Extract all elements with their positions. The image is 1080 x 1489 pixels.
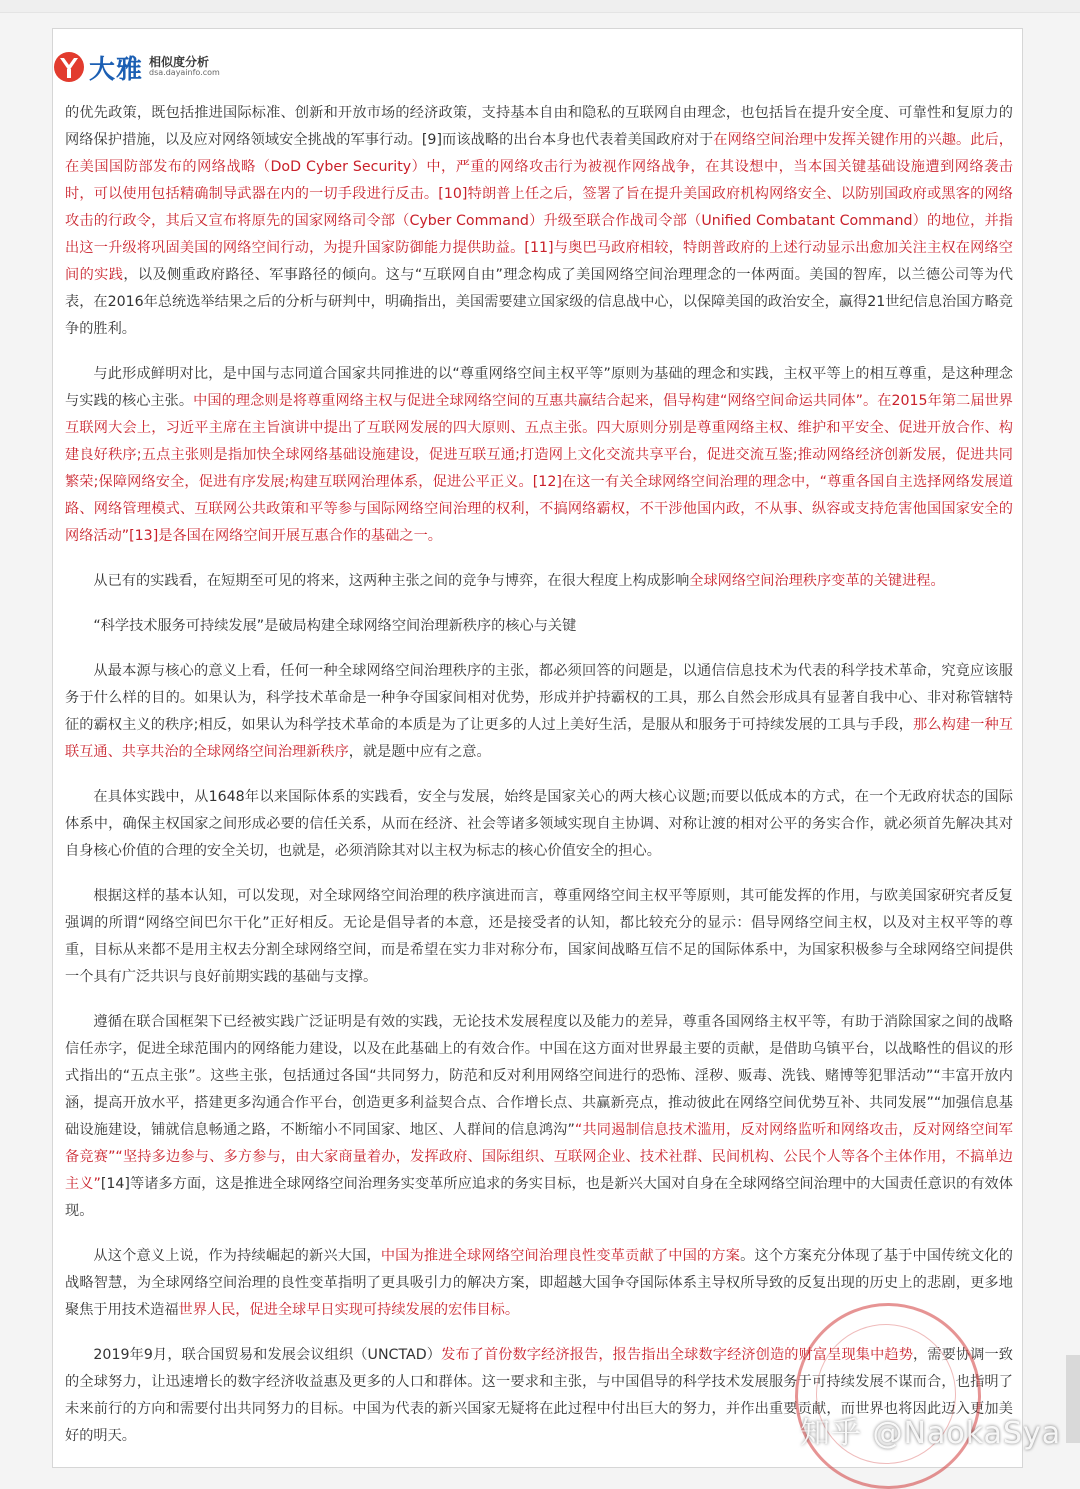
daya-logo-icon xyxy=(53,51,85,83)
body-text: 。这个方案充分体现了基于中国传统文化的战略智慧，为全球网络空间治理的良性变革指明了更具吸引力的解决方案，即超越大国争夺国际体系主导权所导致的反复出现的历史上的悲剧，更多地聚焦于用技术造福 xyxy=(65,1248,1013,1318)
highlighted-text: 发布了首份数字经济报告，报告指出全球数字经济创造的财富呈现集中趋势 xyxy=(441,1347,913,1363)
body-text: 在具体实践中，从1648年以来国际体系的实践看，安全与发展，始终是国家关心的两大核心议题;而要以低成本的方式，在一个无政府状态的国际体系中，确保主权国家之间形成必要的信任关系，从而在经济、社会等诸多领域实现自主协调、对称让渡的相对公平的务实合作，就必须首先解决其对自身核心价值的合理的安全关切，也就是，必须消除其对以主权为标志的核心价值安全的担心。 xyxy=(65,789,1013,859)
scrollbar[interactable] xyxy=(1066,1355,1080,1443)
article-body xyxy=(65,100,1013,1468)
logo xyxy=(53,52,220,85)
section-heading xyxy=(65,613,1013,640)
body-text: 根据这样的基本认知，可以发现，对全球网络空间治理的秩序演进而言，尊重网络空间主权平等原则，其可能发挥的作用，与欧美国家研究者反复强调的所谓“网络空间巴尔干化”正好相反。无论是倡导者的本意，还是接受者的认知，都比较充分的显示：倡导网络空间主权，以及对主权平等的尊重，目标从来都不是用主权去分割全球网络空间，而是希望在实力非对称分布，国家间战略互信不足的国际体系中，为国家积极参与全球网络空间提供一个具有广泛共识与良好前期实践的基础与支撑。 xyxy=(65,888,1013,985)
highlighted-text: 那么构建一种互联互通、共享共治的全球网络空间治理新秩序 xyxy=(65,717,1013,760)
body-text: ，就是题中应有之意。 xyxy=(348,744,491,760)
highlighted-text: 中国的理念则是将尊重网络主权与促进全球网络空间的互惠共赢结合起来，倡导构建“网络空间命运共同体”。在2015年第二届世界互联网大会上，习近平主席在主旨演讲中提出了互联网发展的四大原则、五点主张。四大原则分别是尊重网络主权、维护和平安全、促进开放合作、构建良好秩序;五点主张则是指加快全球网络基础设施建设，促进互联互通;打造网上文化交流共享平台，促进交流互鉴;推动网络经济创新发展，促进共同繁荣;保障网络安全，促进有序发展;构建互联网治理体系，促进公平正义。[12]在这一有关全球网络空间治理的理念中，“尊重各国自主选择网络发展道路、网络管理模式、互联网公共政策和平等参与国际网络空间治理的权利，不搞网络霸权，不干涉他国内政，不从事、纵容或支持危害他国国家安全的网络活动”[13]是各国在网络空间开展互惠合作的基础之一。 xyxy=(65,393,1013,544)
body-text: 遵循在联合国框架下已经被实践广泛证明是有效的实践，无论技术发展程度以及能力的差异，尊重各国网络主权平等，有助于消除国家之间的战略信任赤字，促进全球范围内的网络能力建设，以及在此基础上的有效合作。中国在这方面对世界最主要的贡献，是借助乌镇平台，以战略性的倡议的形式指出的“五点主张”。这些主张，包括通过各国“共同努力，防范和反对利用网络空间进行的恐怖、淫秽、贩毒、洗钱、赌博等犯罪活动”“丰富开放内涵，提高开放水平，搭建更多沟通合作平台，创造更多利益契合点、合作增长点、共赢新亮点，推动彼此在网络空间优势互补、共同发展”“加强信息基础设施建设，铺就信息畅通之路，不断缩小不同国家、地区、人群间的信息鸿沟” xyxy=(65,1014,1013,1138)
top-bar xyxy=(0,0,1080,13)
body-text: 从已有的实践看，在短期至可见的将来，这两种主张之间的竞争与博弈，在很大程度上构成影响 xyxy=(93,573,690,589)
logo-url: dsa.dayainfo.com xyxy=(149,68,220,78)
paragraph-5 xyxy=(65,658,1013,766)
highlighted-text: 在网络空间治理中发挥关键作用的兴趣。此后，在美国国防部发布的网络战略（DoD Cyber Security）中，严重的网络攻击行为被视作网络战争，在其设想中，当本国关键基础设施遭到网络袭击时，可以使用包括精确制导武器在内的一切手段进行反击。[10]特朗普上任之后，签署了旨在提升美国政府机构网络安全、以防别国政府或黑客的网络攻击的行政令，其后又宣布将原先的国家网络司令部（Cyber Command）升级至联合作战司令部（Unified Combatant Command）的地位，并指出这一升级将巩固美国的网络空间行动，为提升国家防御能力提供助益。[11]与奥巴马政府相较，特朗普政府的上述行动显示出愈加关注主权在网络空间的实践 xyxy=(65,132,1013,283)
paragraph-6 xyxy=(65,784,1013,865)
body-text: 2019年9月，联合国贸易和发展会议组织（UNCTAD） xyxy=(93,1347,442,1363)
highlighted-text: 全球网络空间治理秩序变革的关键进程。 xyxy=(689,573,945,589)
paragraph-7 xyxy=(65,883,1013,991)
body-text: ，需要协调一致的全球努力，让迅速增长的数字经济收益惠及更多的人口和群体。这一要求和主张，与中国倡导的科学技术发展服务于可持续发展不谋而合，也指明了未来前行的方向和需要付出共同努力的目标。中国为代表的新兴国家无疑将在此过程中付出巨大的努力，并作出重要贡献，而世界也将因此迈入更加美好的明天。 xyxy=(65,1347,1013,1444)
body-text: 从最本源与核心的意义上看，任何一种全球网络空间治理秩序的主张，都必须回答的问题是，以通信信息技术为代表的科学技术革命，究竟应该服务于什么样的目的。如果认为，科学技术革命是一种争夺国家间相对优势，形成并护持霸权的工具，那么自然会形成具有显著自我中心、非对称管辖特征的霸权主义的秩序;相反，如果认为科学技术革命的本质是为了让更多的人过上美好生活，是服从和服务于可持续发展的工具与手段， xyxy=(65,663,1013,733)
body-text: ，以及侧重政府路径、军事路径的倾向。这与“互联网自由”理念构成了美国网络空间治理理念的一体两面。美国的智库，以兰德公司等为代表，在2016年总统选举结果之后的分析与研判中，明确指出，美国需要建立国家级的信息战中心，以保障美国的政治安全，赢得21世纪信息治国方略竞争的胜利。 xyxy=(65,267,1013,337)
logo-tagline: 相似度分析 xyxy=(149,55,210,69)
highlighted-text: 世界人民，促进全球早日实现可持续发展的宏伟目标。 xyxy=(178,1302,520,1318)
logo-brand: 大雅 xyxy=(89,54,144,85)
paragraph-2 xyxy=(65,361,1013,550)
zhihu-watermark: 知乎 @NaokaSya xyxy=(800,1416,1062,1451)
paragraph-1 xyxy=(65,100,1013,343)
paragraph-3 xyxy=(65,568,1013,595)
highlighted-text: 中国为推进全球网络空间治理良性变革贡献了中国的方案 xyxy=(380,1248,741,1264)
paragraph-9 xyxy=(65,1243,1013,1324)
body-text: “科学技术服务可持续发展”是破局构建全球网络空间治理新秩序的核心与关键 xyxy=(93,618,577,634)
paragraph-8 xyxy=(65,1009,1013,1225)
body-text: 的优先政策，既包括推进国际标准、创新和开放市场的经济政策，支持基本自由和隐私的互联网自由理念，也包括旨在提升安全度、可靠性和复原力的网络保护措施，以及应对网络领域安全挑战的军事行动。[9]而该战略的出台本身也代表着美国政府对于 xyxy=(65,105,1013,148)
body-text: 从这个意义上说，作为持续崛起的新兴大国， xyxy=(93,1248,381,1264)
logo-subtitle xyxy=(149,56,220,78)
body-text: 与此形成鲜明对比，是中国与志同道合国家共同推进的以“尊重网络空间主权平等”原则为基础的理念和实践，主权平等上的相互尊重，是这种理念与实践的核心主张。 xyxy=(65,366,1013,409)
body-text: [14]等诸多方面，这是推进全球网络空间治理务实变革所应追求的务实目标，也是新兴大国对自身在全球网络空间治理中的大国责任意识的有效体现。 xyxy=(65,1176,1013,1219)
highlighted-text: “共同遏制信息技术滥用，反对网络监听和网络攻击，反对网络空间军备竞赛”“坚持多边参与、多方参与，由大家商量着办，发挥政府、国际组织、互联网企业、技术社群、民间机构、公民个人等各个主体作用，不搞单边主义” xyxy=(65,1122,1013,1192)
